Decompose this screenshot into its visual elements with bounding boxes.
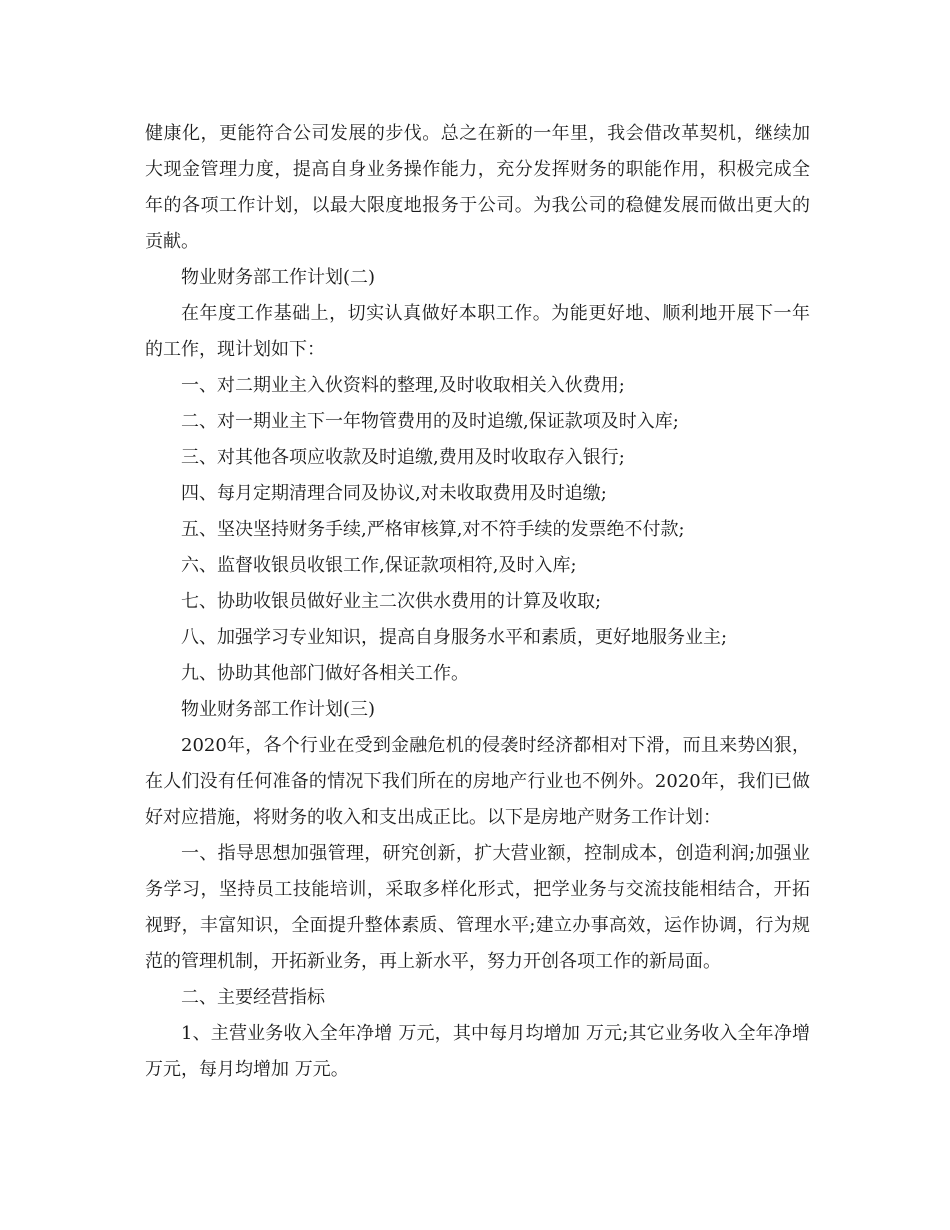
subheading-main-indicators: 二、主要经营指标 xyxy=(181,987,325,1008)
list-item-7: 七、协助收银员做好业主二次供水费用的计算及收取; xyxy=(181,591,602,612)
paragraph-3: 在年度工作基础上，切实认真做好本职工作。为能更好地、顺利地开展下一年的工作，现计划如下： xyxy=(145,303,810,360)
list-item-8: 八、加强学习专业知识，提高自身服务水平和素质，更好地服务业主; xyxy=(181,627,728,648)
document-body xyxy=(145,116,810,1088)
list-item-3: 三、对其他各项应收款及时追缴,费用及时收取存入银行; xyxy=(181,447,625,468)
paragraph-2020-overview: 2020年，各个行业在受到金融危机的侵袭时经济都相对下滑，而且来势凶狠，在人们没有任何准备的情况下我们所在的房地产行业也不例外。2020年，我们已做好对应措施，将财务的收入和支出成正比。以下是房地产财务工作计划： xyxy=(145,735,810,828)
list-item-1: 一、对二期业主入伙资料的整理,及时收取相关入伙费用; xyxy=(181,375,625,396)
section-heading-plan-2: 物业财务部工作计划(二) xyxy=(181,267,376,288)
list-item-6: 六、监督收银员收银工作,保证款项相符,及时入库; xyxy=(181,555,577,576)
paragraph-guiding-principles: 一、指导思想加强管理，研究创新，扩大营业额，控制成本，创造利润;加强业务学习，坚持员工技能培训，采取多样化形式，把学业务与交流技能相结合，开拓视野，丰富知识，全面提升整体素质、管理水平;建立办事高效，运作协调，行为规范的管理机制，开拓新业务，再上新水平，努力开创各项工作的新局面。 xyxy=(145,843,810,972)
list-item-5: 五、坚决坚持财务手续,严格审核算,对不符手续的发票绝不付款; xyxy=(181,519,685,540)
paragraph-revenue-targets: 1、主营业务收入全年净增 万元，其中每月均增加 万元;其它业务收入全年净增 万元，每月均增加 万元。 xyxy=(145,1023,810,1080)
list-item-4: 四、每月定期清理合同及协议,对未收取费用及时追缴; xyxy=(181,483,607,504)
list-item-9: 九、协助其他部门做好各相关工作。 xyxy=(181,663,469,684)
section-heading-plan-3: 物业财务部工作计划(三) xyxy=(181,699,376,720)
paragraph-1: 健康化，更能符合公司发展的步伐。总之在新的一年里，我会借改革契机，继续加大现金管理力度，提高自身业务操作能力，充分发挥财务的职能作用，积极完成全年的各项工作计划，以最大限度地报务于公司。为我公司的稳健发展而做出更大的贡献。 xyxy=(145,123,810,252)
list-item-2: 二、对一期业主下一年物管费用的及时追缴,保证款项及时入库; xyxy=(181,411,679,432)
